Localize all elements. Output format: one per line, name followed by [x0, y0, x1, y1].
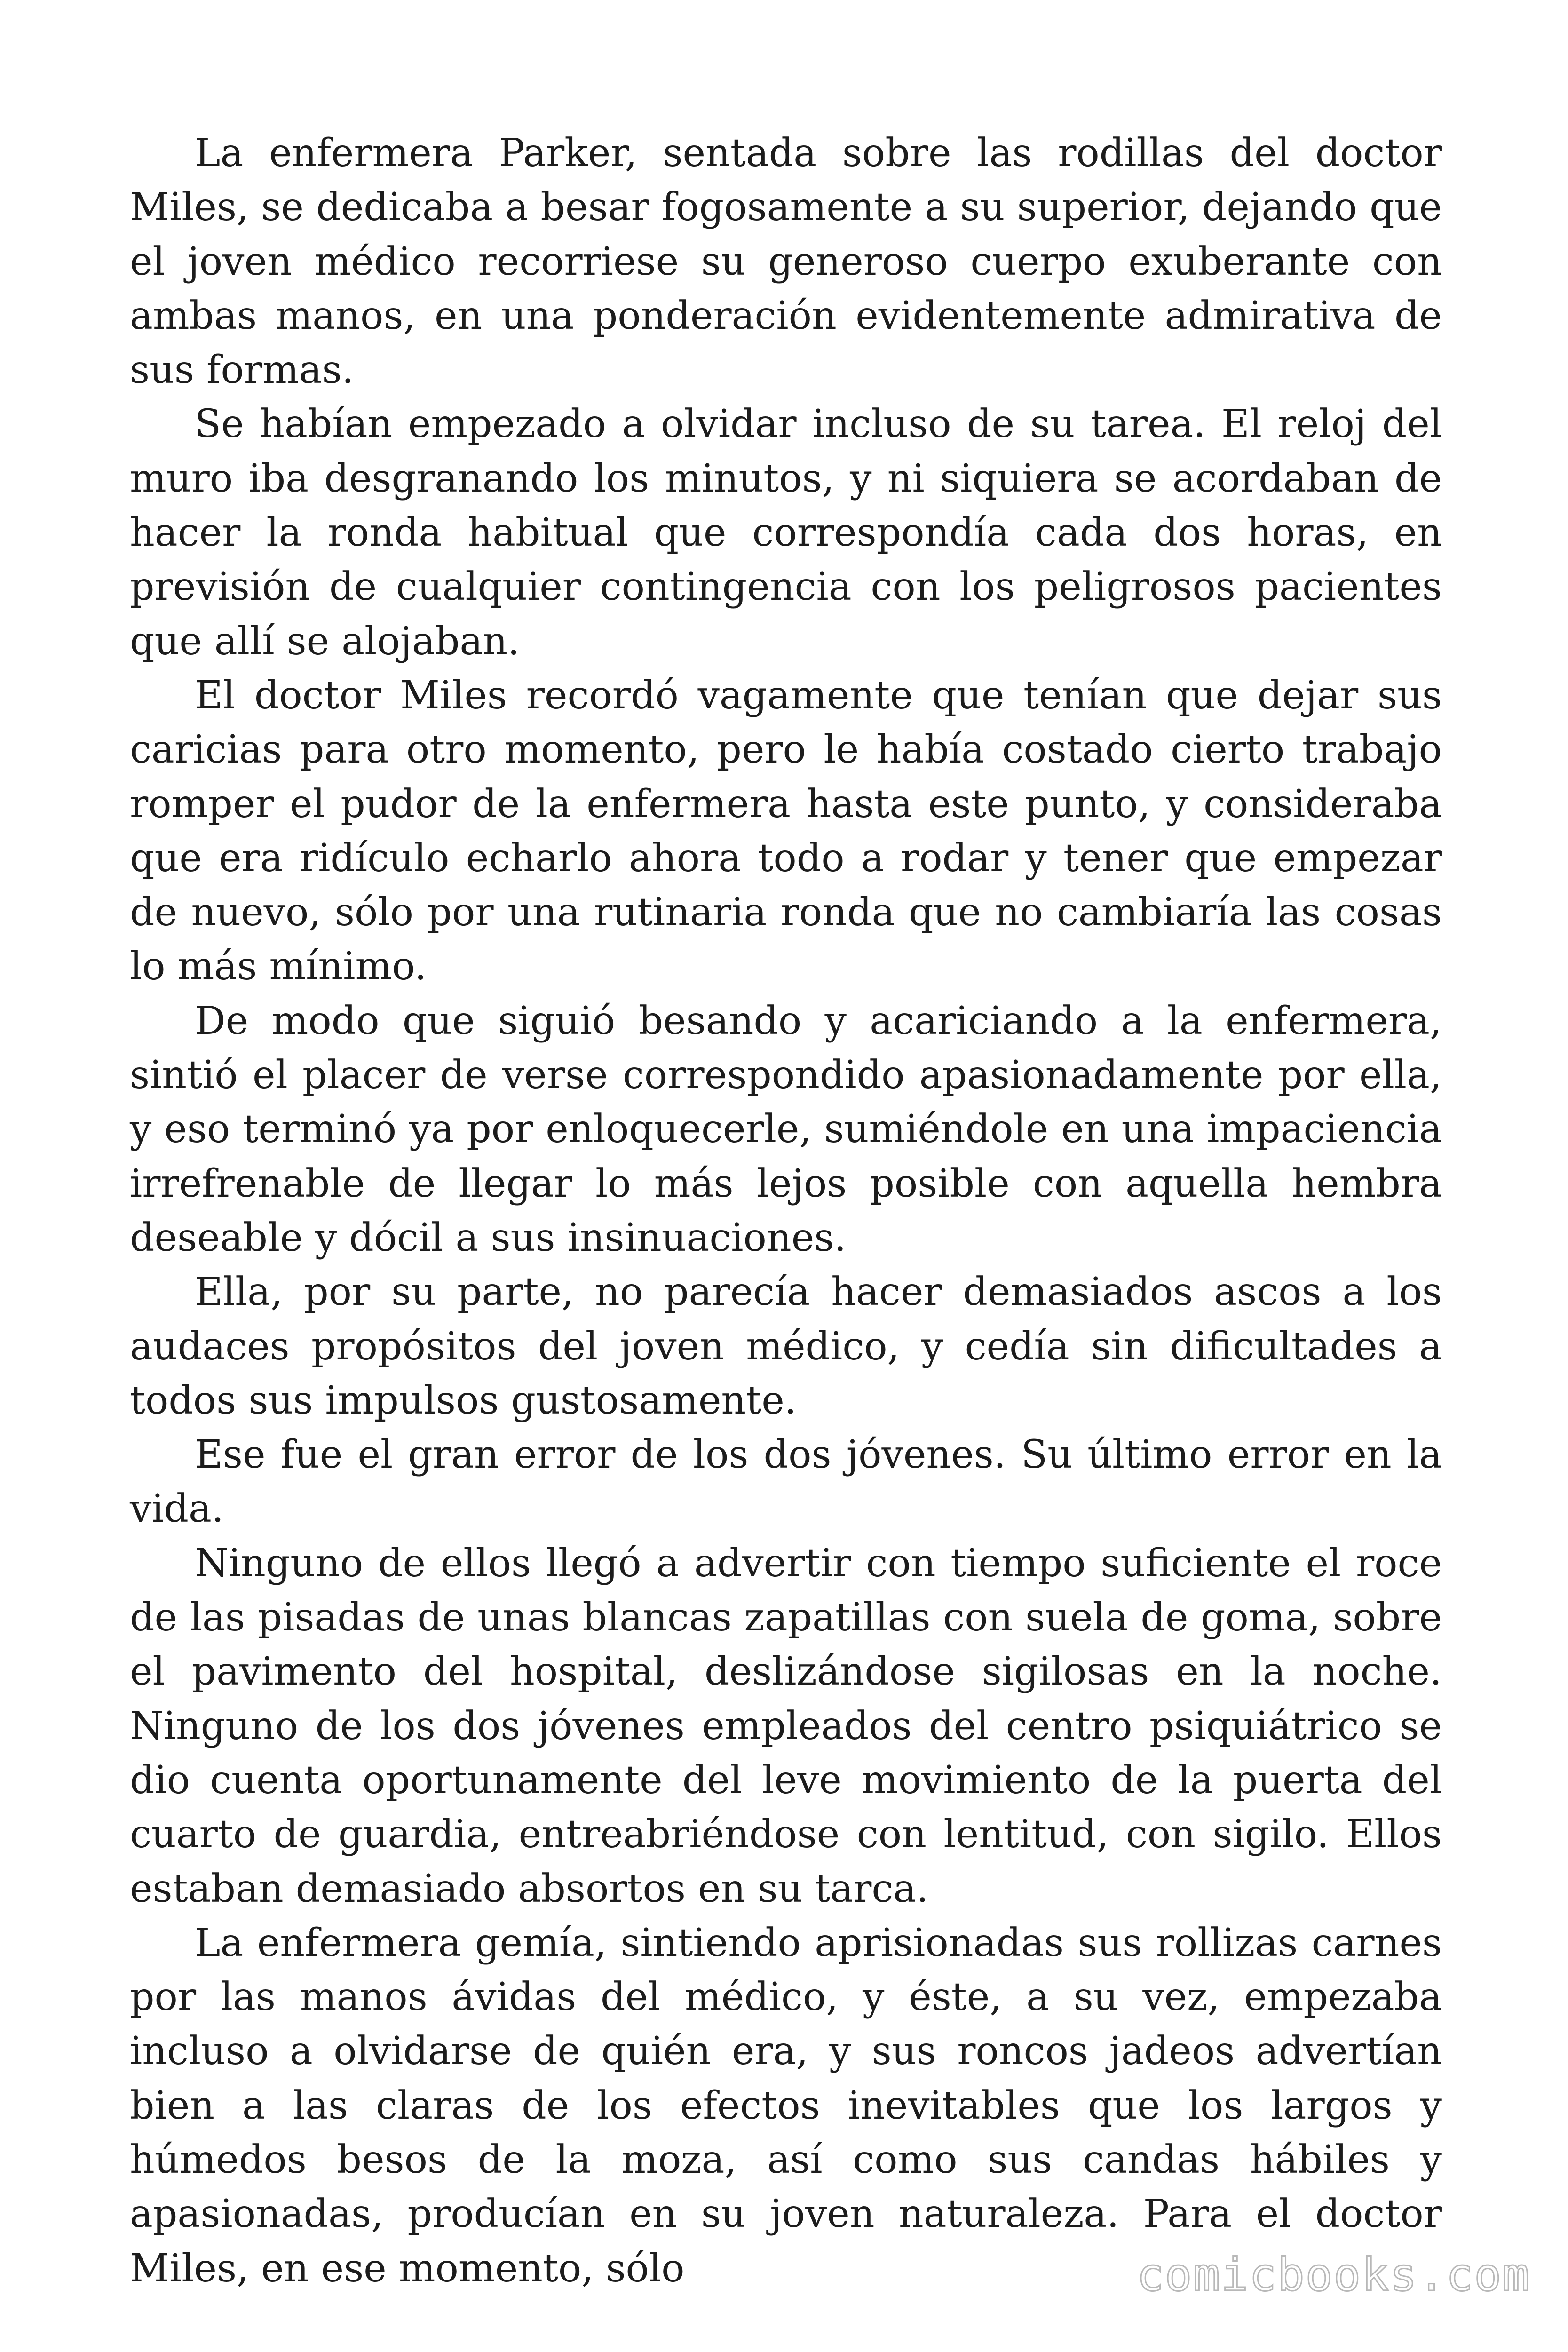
paragraph-2: Se habían empezado a olvidar incluso de su tarea. El reloj del muro iba desgranando los minutos, y ni siquiera se acordaban de hacer la ronda habitual que correspondía cada dos horas, en previsión de cualquier contingencia con los peligrosos pacientes que allí se alojaban. — [130, 402, 1442, 664]
watermark: comicbooks.com — [1136, 2249, 1530, 2301]
book-page-body — [130, 126, 1442, 2296]
paragraph-1: La enfermera Parker, sentada sobre las rodillas del doctor Miles, se dedicaba a besar fogosamente a su superior, dejando que el joven médico recorriese su generoso cuerpo exuberante con ambas manos, en una ponderación evidentemente admirativa de sus formas. — [130, 131, 1442, 393]
paragraph-5: Ella, por su parte, no parecía hacer demasiados ascos a los audaces propósitos del joven médico, y cedía sin dificultades a todos sus impulsos gustosamente. — [130, 1270, 1442, 1423]
paragraph-6: Ese fue el gran error de los dos jóvenes. Su último error en la vida. — [130, 1432, 1442, 1532]
paragraph-3: El doctor Miles recordó vagamente que tenían que dejar sus caricias para otro momento, pero le había costado cierto trabajo romper el pudor de la enfermera hasta este punto, y consideraba que era ridículo echarlo ahora todo a rodar y tener que empezar de nuevo, sólo por una rutinaria ronda que no cambiaría las cosas lo más mínimo. — [130, 673, 1442, 989]
paragraph-4: De modo que siguió besando y acariciando a la enfermera, sintió el placer de verse correspondido apasionadamente por ella, y eso terminó ya por enloquecerle, sumiéndole en una impaciencia irrefrenable de llegar lo más lejos posible con aquella hembra deseable y dócil a sus insinuaciones. — [130, 998, 1442, 1260]
paragraph-7: Ninguno de ellos llegó a advertir con tiempo suficiente el roce de las pisadas de unas blancas zapatillas con suela de goma, sobre el pavimento del hospital, deslizándose sigilosas en la noche. Ninguno de los dos jóvenes empleados del centro psiquiátrico se dio cuenta oportunamente del leve movimiento de la puerta del cuarto de guardia, entreabriéndose con lentitud, con sigilo. Ellos estaban demasiado absortos en su tarca. — [130, 1541, 1442, 1911]
paragraph-8: La enfermera gemía, sintiendo aprisionadas sus rollizas carnes por las manos ávidas del médico, y éste, a su vez, empezaba incluso a olvidarse de quién era, y sus roncos jadeos advertían bien a las claras de los efectos inevitables que los largos y húmedos besos de la moza, así como sus candas hábiles y apasionadas, producían en su joven naturaleza. Para el doctor Miles, en ese momento, sólo — [130, 1920, 1442, 2291]
